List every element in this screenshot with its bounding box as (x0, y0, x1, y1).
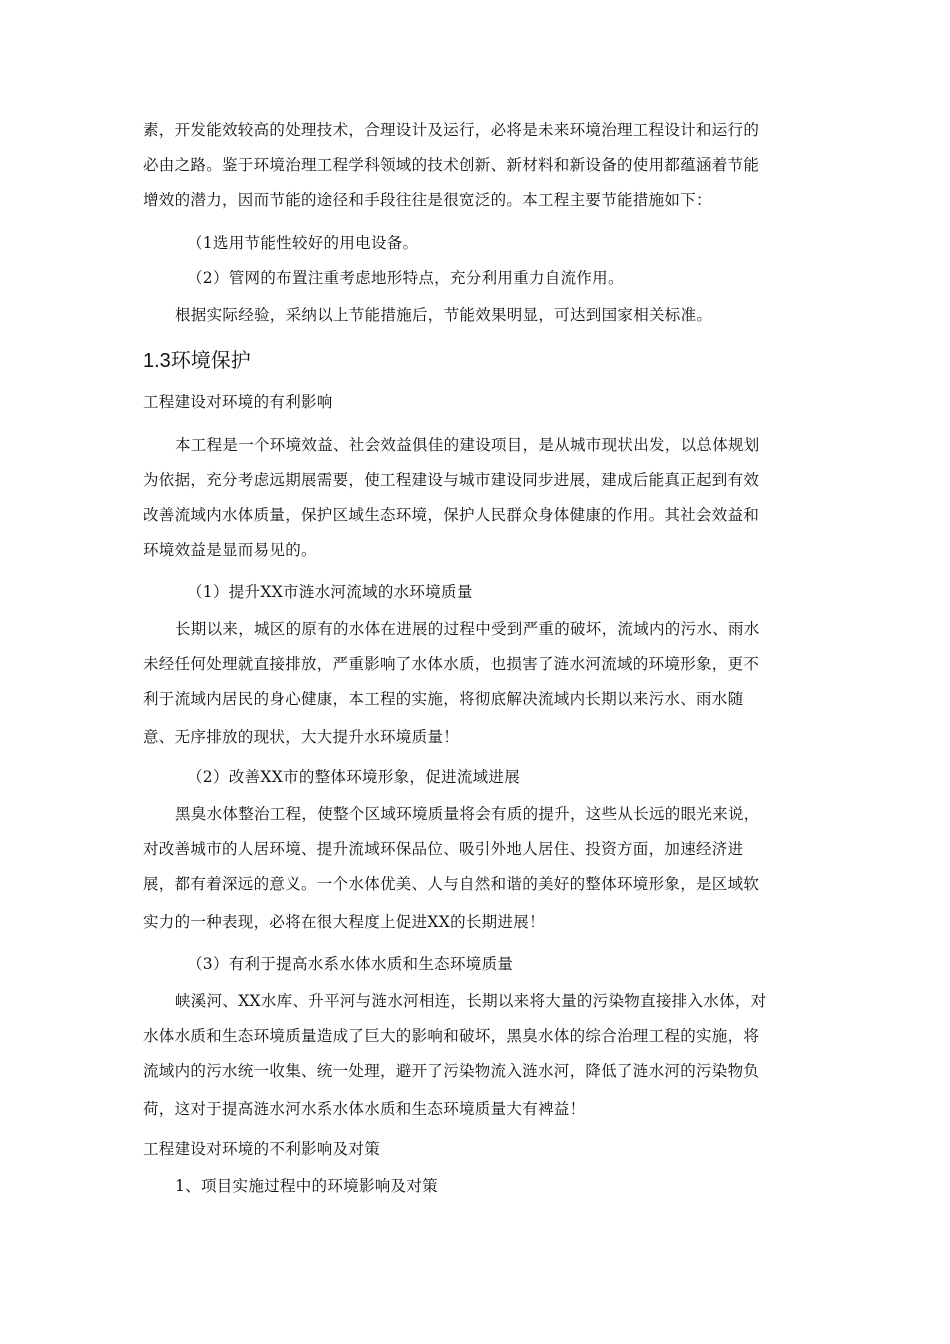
para-benefit-line-4: 环境效益是显而易见的。 (143, 541, 317, 559)
item-2-line-3: 展，都有着深远的意义。一个水体优美、人与自然和谐的美好的整体环境形象，是区域软 (143, 875, 760, 893)
item-2-line-1: 黑臭水体整治工程，使整个区域环境质量将会有质的提升，这些从长远的眼光来说， (175, 805, 760, 823)
item-1-line-2: 未经任何处理就直接排放，严重影响了水体水质，也损害了涟水河流域的环境形象，更不 (143, 655, 760, 673)
item-2-line-2: 对改善城市的人居环境、提升流域环保品位、吸引外地人居住、投资方面，加速经济进 (143, 840, 744, 858)
item-3-line-3: 流域内的污水统一收集、统一处理，避开了污染物流入涟水河，降低了涟水河的污染物负 (143, 1062, 760, 1080)
item-1-title: （1）提升XX市涟水河流域的水环境质量 (187, 583, 473, 601)
energy-measure-1: （1选用节能性较好的用电设备。 (187, 234, 419, 252)
item-1-line-3: 利于流域内居民的身心健康，本工程的实施，将彻底解决流域内长期以来污水、雨水随 (143, 690, 744, 708)
subheading-favorable: 工程建设对环境的有利影响 (143, 393, 333, 411)
item-1-line-4: 意、无序排放的现状，大大提升水环境质量！ (143, 728, 460, 746)
energy-measure-2: （2）管网的布置注重考虑地形特点，充分利用重力自流作用。 (187, 269, 624, 287)
item-3-line-2: 水体水质和生态环境质量造成了巨大的影响和破坏，黑臭水体的综合治理工程的实施，将 (143, 1027, 760, 1045)
para-benefit-line-2: 为依据，充分考虑远期展需要，使工程建设与城市建设同步进展，建成后能真正起到有效 (143, 471, 760, 489)
adverse-item-1: 1、项目实施过程中的环境影响及对策 (175, 1177, 438, 1195)
energy-conclusion: 根据实际经验，采纳以上节能措施后，节能效果明显，可达到国家相关标准。 (175, 306, 713, 324)
para-intro-line-3: 增效的潜力，因而节能的途径和手段往往是很宽泛的。本工程主要节能措施如下： (143, 191, 712, 209)
item-2-title: （2）改善XX市的整体环境形象，促进流域进展 (187, 768, 521, 786)
item-3-line-4: 荷，这对于提高涟水河水系水体水质和生态环境质量大有裨益！ (143, 1100, 586, 1118)
para-intro-line-2: 必由之路。鉴于环境治理工程学科领域的技术创新、新材料和新设备的使用都蕴涵着节能 (143, 156, 760, 174)
item-1-line-1: 长期以来，城区的原有的水体在进展的过程中受到严重的破坏，流域内的污水、雨水 (175, 620, 760, 638)
subheading-adverse: 工程建设对环境的不利影响及对策 (143, 1140, 381, 1158)
para-benefit-line-1: 本工程是一个环境效益、社会效益俱佳的建设项目，是从城市现状出发，以总体规划 (175, 436, 760, 454)
para-intro-line-1: 素，开发能效较高的处理技术，合理设计及运行，必将是未来环境治理工程设计和运行的 (143, 121, 760, 139)
item-3-title: （3）有利于提高水系水体水质和生态环境质量 (187, 955, 514, 973)
para-benefit-line-3: 改善流域内水体质量，保护区域生态环境，保护人民群众身体健康的作用。其社会效益和 (143, 506, 760, 524)
section-heading: 1.3环境保护 (143, 350, 251, 372)
item-3-line-1: 峡溪河、XX水库、升平河与涟水河相连，长期以来将大量的污染物直接排入水体，对 (175, 992, 767, 1010)
item-2-line-4: 实力的一种表现，必将在很大程度上促进XX的长期进展！ (143, 913, 545, 931)
